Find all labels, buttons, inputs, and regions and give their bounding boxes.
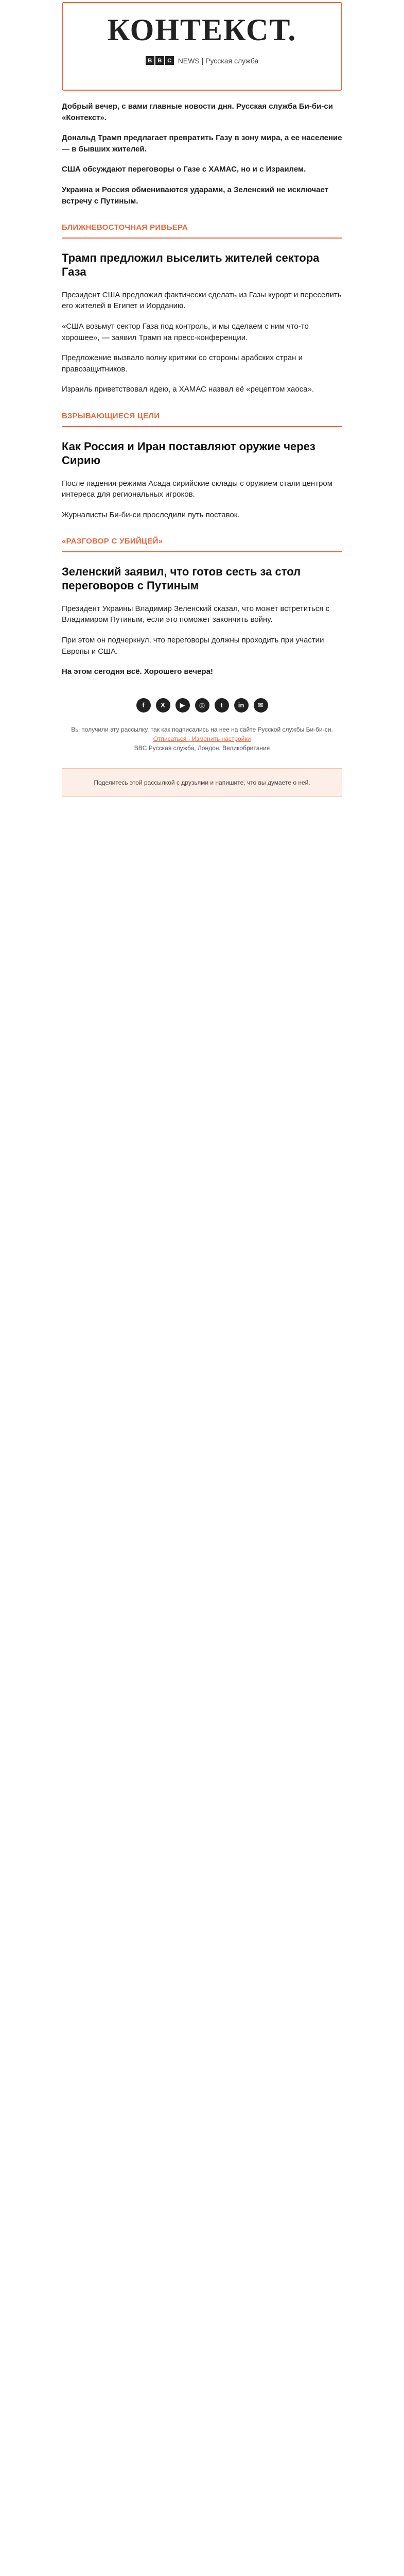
newsletter-body xyxy=(62,101,342,677)
bbc-logo: B B C xyxy=(146,56,174,65)
footer-address: BBC Русская служба, Лондон, Великобритания xyxy=(134,744,270,752)
intro-paragraph: США обсуждают переговоры о Газе с ХАМАС, но и с Израилем. xyxy=(62,165,306,174)
section-paragraph: Предложение вызвало волну критики со стороны арабских стран и правозащитников. xyxy=(62,353,303,374)
x-twitter-icon[interactable]: X xyxy=(156,698,170,713)
section-2 xyxy=(62,411,342,520)
telegram-icon[interactable]: t xyxy=(215,698,229,713)
intro-paragraph: Дональд Трамп предлагает превратить Газу в зону мира, а ее население — в бывших жителей. xyxy=(62,133,342,154)
email-icon[interactable]: ✉ xyxy=(254,698,268,713)
closing-line: На этом сегодня всё. Хорошего вечера! xyxy=(62,667,213,676)
section-paragraph: Президент Украины Владимир Зеленский сказал, что может встретиться с Владимиром Путиным, если это поможет закончить войну. xyxy=(62,604,330,624)
bbc-byline xyxy=(75,56,329,65)
section-paragraph: «США возьмут сектор Газа под контроль, и мы сделаем с ним что-то хорошее», — заявил Трамп на пресс-конференции. xyxy=(62,321,309,342)
feedback-box: Поделитесь этой рассылкой с друзьями и напишите, что вы думаете о ней. xyxy=(62,768,342,797)
section-divider xyxy=(62,426,342,427)
kontekst-logo: КОНТЕКСТ. xyxy=(107,13,297,47)
section-title[interactable]: Зеленский заявил, что готов сесть за стол переговоров с Путиным xyxy=(62,565,301,592)
section-paragraph: После падения режима Асада сирийские склады с оружием стали центром интереса для региональных игроков. xyxy=(62,479,333,499)
intro-paragraph: Украина и Россия обмениваются ударами, а Зеленский не исключает встречу с Путиным. xyxy=(62,185,329,206)
intro-paragraph: Добрый вечер, с вами главные новости дня. Русская служба Би-би-си «Контекст». xyxy=(62,102,333,122)
footer-note: Вы получили эту рассылку, так как подписались на нее на сайте Русской службы Би-би-си. xyxy=(71,725,333,733)
section-label: ВЗРЫВАЮЩИЕСЯ ЦЕЛИ xyxy=(62,411,160,420)
social-links xyxy=(62,698,342,713)
newsletter-page xyxy=(0,0,404,797)
instagram-icon[interactable]: ◎ xyxy=(195,698,209,713)
section-paragraph: При этом он подчеркнул, что переговоры должны проходить при участии Европы и США. xyxy=(62,636,324,656)
section-paragraph: Президент США предложил фактически сделать из Газы курорт и переселить его жителей в Египет и Иорданию. xyxy=(62,290,342,311)
section-label: «РАЗГОВОР С УБИЙЦЕЙ» xyxy=(62,537,163,546)
section-divider xyxy=(62,551,342,552)
section-1 xyxy=(62,222,342,395)
linkedin-icon[interactable]: in xyxy=(234,698,249,713)
section-paragraph: Журналисты Би-би-си проследили путь поставок. xyxy=(62,510,240,519)
service-name: NEWS | Русская служба xyxy=(178,56,259,65)
facebook-icon[interactable]: f xyxy=(136,698,151,713)
unsubscribe-link[interactable]: Отписаться · Изменить настройки xyxy=(153,735,251,742)
youtube-icon[interactable]: ▶ xyxy=(175,698,190,713)
section-title[interactable]: Как Россия и Иран поставляют оружие через Сирию xyxy=(62,439,315,467)
section-divider xyxy=(62,238,342,239)
section-3 xyxy=(62,536,342,657)
footer xyxy=(62,698,342,753)
section-title[interactable]: Трамп предложил выселить жителей сектора Газа xyxy=(62,251,320,279)
section-paragraph: Израиль приветствовал идею, а ХАМАС назвал её «рецептом хаоса». xyxy=(62,385,314,394)
section-label: БЛИЖНЕВОСТОЧНАЯ РИВЬЕРА xyxy=(62,223,188,232)
masthead xyxy=(62,2,342,91)
